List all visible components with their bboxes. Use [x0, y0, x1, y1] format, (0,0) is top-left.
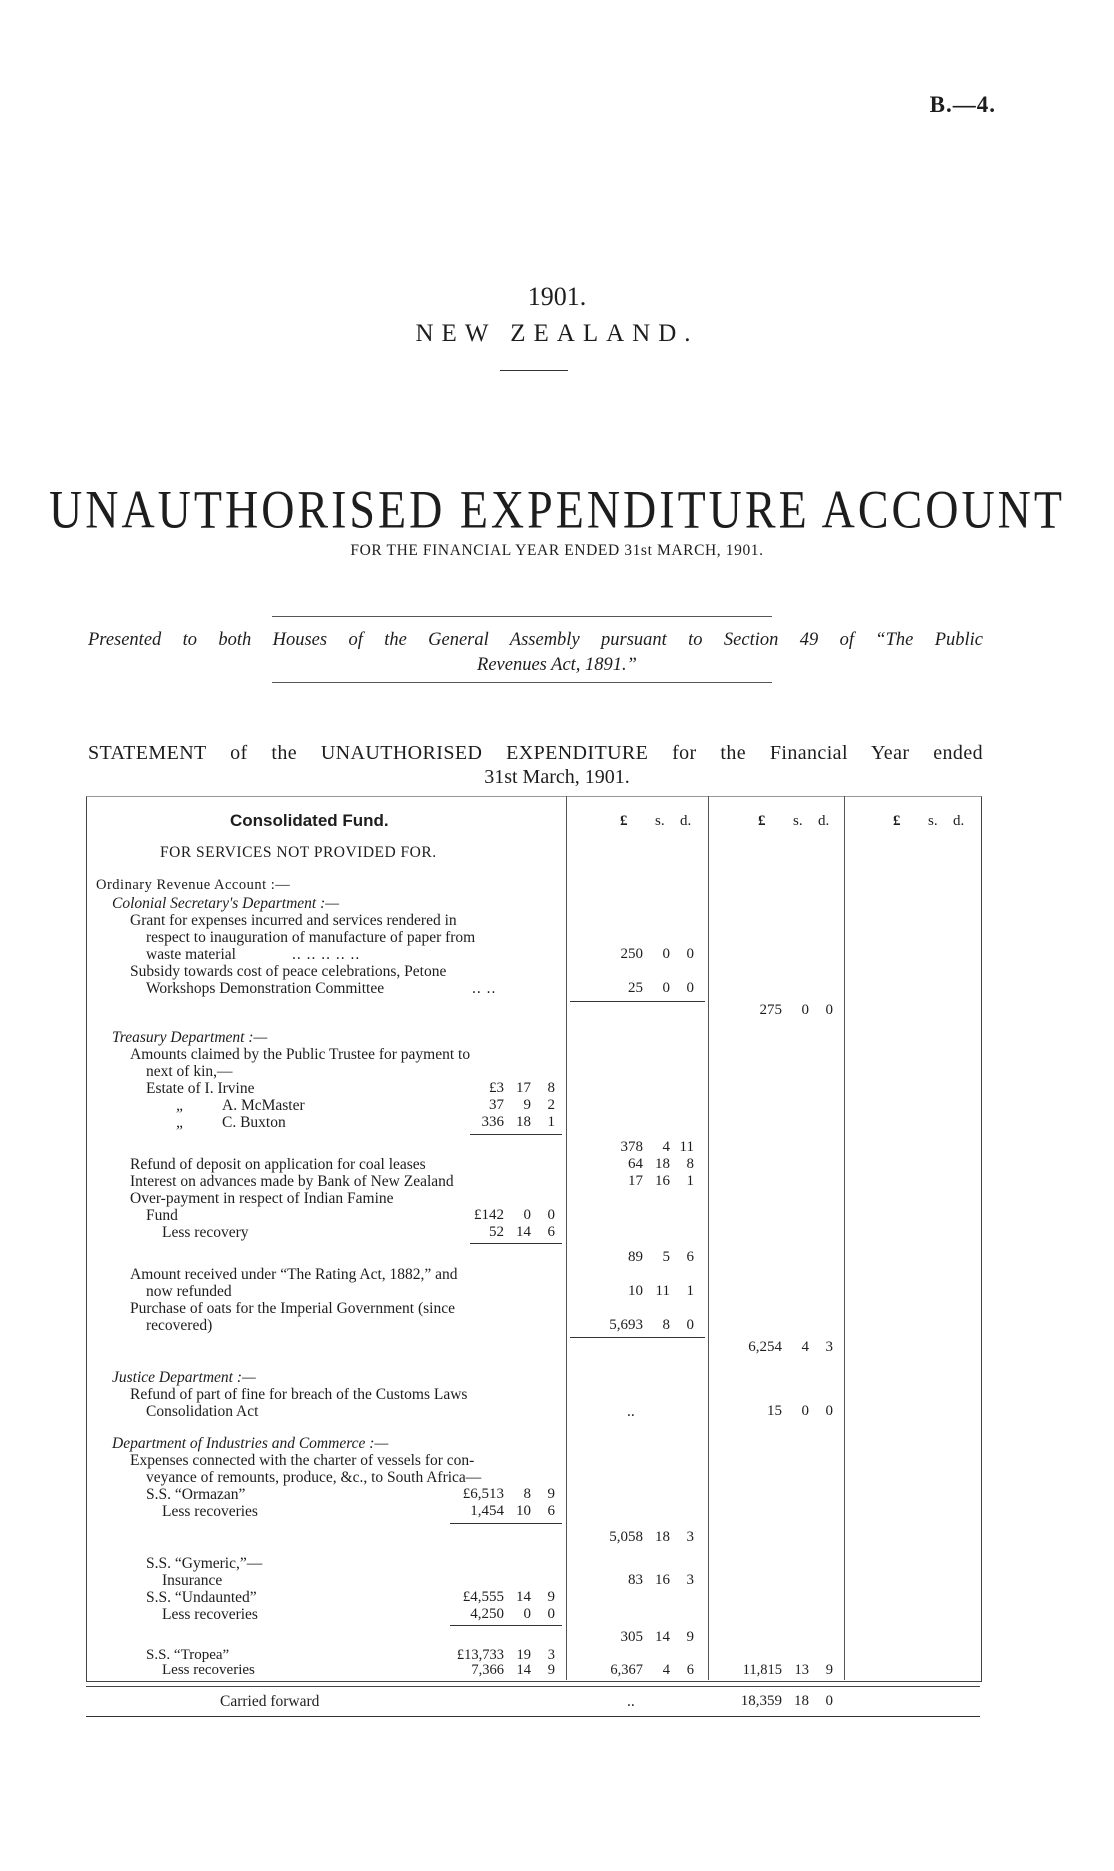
ormazan-less-recoveries: Less recoveries	[162, 1503, 258, 1520]
table-subheading: FOR SERVICES NOT PROVIDED FOR.	[160, 844, 437, 861]
dept-colonial-secretary: Colonial Secretary's Department :—	[112, 895, 340, 912]
ditto-mark-1: „	[176, 1097, 185, 1114]
tropea-less-recoveries: Less recoveries	[162, 1662, 255, 1678]
col2-s-header: s.	[793, 813, 803, 829]
subsidy-line2: Workshops Demonstration Committee	[146, 980, 385, 997]
ss-tropea-amount: £13,733 19 3	[456, 1647, 555, 1663]
grant-line1: Grant for expenses incurred and services rendered in	[130, 912, 457, 929]
estate-irvine: Estate of I. Irvine	[146, 1080, 255, 1097]
ss-ormazan: S.S. “Ormazan”	[146, 1486, 246, 1503]
grant-line2: respect to inauguration of manufacture of paper from	[146, 929, 476, 946]
col1-s-header: s.	[655, 813, 665, 829]
rule-bottom	[272, 682, 772, 683]
grant-leader-dots: .. .. .. .. ..	[292, 946, 361, 963]
estate-buxton: C. Buxton	[222, 1114, 286, 1131]
interest-bnz-amount: 17 16 1	[628, 1173, 694, 1189]
claims-line2: next of kin,—	[146, 1063, 233, 1080]
year-heading: 1901.	[527, 282, 587, 311]
col2-pound-header: £	[758, 813, 766, 829]
gymeric-amount: 83 16 3	[628, 1572, 694, 1588]
table-bottom-rule	[86, 1686, 980, 1687]
expenses-line1: Expenses connected with the charter of vessels for con-	[130, 1452, 475, 1469]
justice-mid-dots: ..	[627, 1403, 635, 1420]
overpay-fund-amount: £142 0 0	[474, 1207, 555, 1223]
section-ordinary-revenue: Ordinary Revenue Account :—	[96, 877, 291, 893]
dept-justice: Justice Department :—	[112, 1369, 256, 1386]
col2-d-header: d.	[818, 813, 830, 829]
statement-heading-line1: STATEMENT of the UNAUTHORISED EXPENDITURE for the Financial Year ended	[88, 742, 983, 764]
page-title: UNAUTHORISED EXPENDITURE ACCOUNT	[49, 479, 1065, 540]
column-divider-3	[844, 796, 845, 1680]
refund-coal: Refund of deposit on application for coal leases	[130, 1156, 426, 1173]
treasury-subtotal-rule	[570, 1337, 705, 1338]
oats-line2: recovered)	[146, 1317, 213, 1334]
refund-coal-amount: 64 18 8	[628, 1156, 694, 1172]
ss-undaunted: S.S. “Undaunted”	[146, 1589, 257, 1606]
undaunted-less-amount: 4,250 0 0	[470, 1606, 555, 1622]
estates-rule	[470, 1134, 562, 1135]
carried-forward-total: 18,359 18 0	[740, 1693, 833, 1709]
estate-irvine-amount: £3 17 8	[489, 1080, 555, 1096]
ss-tropea: S.S. “Tropea”	[146, 1647, 230, 1663]
estate-mcmaster-amount: 37 9 2	[489, 1097, 555, 1113]
ditto-mark-2: „	[176, 1114, 185, 1131]
overpay-line2: Fund	[146, 1207, 178, 1224]
subsidy-line1: Subsidy towards cost of peace celebrations, Petone	[130, 963, 447, 980]
presented-note-line2: Revenues Act, 1891.”	[477, 655, 637, 675]
justice-refund-line2: Consolidation Act	[146, 1403, 259, 1420]
ss-undaunted-amount: £4,555 14 9	[462, 1589, 555, 1605]
rule-top	[272, 616, 772, 617]
grant-amount: 250 0 0	[620, 946, 694, 962]
justice-refund-line1: Refund of part of fine for breach of the Customs Laws	[130, 1386, 468, 1403]
overpay-rule	[470, 1243, 562, 1244]
ormazan-rule	[450, 1523, 562, 1524]
undaunted-rule	[450, 1625, 562, 1626]
estate-mcmaster: A. McMaster	[222, 1097, 305, 1114]
column-divider-2	[708, 796, 709, 1680]
ormazan-net-amount: 5,058 18 3	[609, 1529, 694, 1545]
colonial-total: 275 0 0	[759, 1002, 833, 1018]
rating-amount: 10 11 1	[628, 1283, 694, 1299]
dept-treasury: Treasury Department :—	[112, 1029, 268, 1046]
subsidy-amount: 25 0 0	[628, 980, 694, 996]
col1-d-header: d.	[680, 813, 692, 829]
page-subtitle: FOR THE FINANCIAL YEAR ENDED 31st MARCH, 1901.	[350, 542, 764, 559]
oats-amount: 5,693 8 0	[609, 1317, 694, 1333]
estate-buxton-amount: 336 18 1	[481, 1114, 555, 1130]
industries-total: 11,815 13 9	[742, 1662, 833, 1678]
ss-ormazan-amount: £6,513 8 9	[462, 1486, 555, 1502]
justice-total: 15 0 0	[767, 1403, 833, 1419]
colonial-subtotal-rule	[570, 1001, 705, 1002]
undaunted-net-amount: 305 14 9	[620, 1629, 694, 1645]
tropea-net-amount: 6,367 4 6	[610, 1662, 694, 1678]
carried-forward-mid: ..	[627, 1693, 635, 1710]
statement-heading-line2: 31st March, 1901.	[484, 766, 630, 788]
col1-pound-header: £	[620, 813, 628, 829]
col3-s-header: s.	[928, 813, 938, 829]
rating-line1: Amount received under “The Rating Act, 1882,” and	[130, 1266, 458, 1283]
document-reference: B.—4.	[929, 92, 996, 117]
carried-forward-rule	[86, 1716, 980, 1717]
oats-line1: Purchase of oats for the Imperial Government (since	[130, 1300, 455, 1317]
estates-total: 378 4 11	[620, 1139, 694, 1155]
less-recovery: Less recovery	[162, 1224, 249, 1241]
gymeric-insurance: Insurance	[162, 1572, 223, 1589]
grant-line3: waste material	[146, 946, 236, 963]
rating-line2: now refunded	[146, 1283, 232, 1300]
overpay-net-amount: 89 5 6	[628, 1249, 694, 1265]
subsidy-leader-dots: .. ..	[472, 980, 497, 997]
ss-gymeric: S.S. “Gymeric,”—	[146, 1555, 263, 1572]
less-recovery-amount: 52 14 6	[489, 1224, 555, 1240]
carried-forward-label: Carried forward	[220, 1693, 320, 1710]
presented-note-line1: Presented to both Houses of the General Assembly pursuant to Section 49 of “The Public	[88, 630, 983, 650]
tropea-less-amount: 7,366 14 9	[471, 1662, 555, 1678]
table-heading: Consolidated Fund.	[230, 811, 389, 830]
short-rule	[500, 370, 568, 371]
country-heading: NEW ZEALAND.	[415, 320, 699, 347]
undaunted-less-recoveries: Less recoveries	[162, 1606, 258, 1623]
expenses-line2: veyance of remounts, produce, &c., to South Africa—	[146, 1469, 482, 1486]
col3-pound-header: £	[893, 813, 901, 829]
interest-bnz: Interest on advances made by Bank of New Zealand	[130, 1173, 454, 1190]
ormazan-less-amount: 1,454 10 6	[470, 1503, 555, 1519]
dept-industries: Department of Industries and Commerce :—	[112, 1435, 389, 1452]
overpay-line1: Over-payment in respect of Indian Famine	[130, 1190, 394, 1207]
column-divider-1	[566, 796, 567, 1680]
treasury-total: 6,254 4 3	[748, 1339, 833, 1355]
col3-d-header: d.	[953, 813, 965, 829]
claims-line1: Amounts claimed by the Public Trustee for payment to	[130, 1046, 471, 1063]
